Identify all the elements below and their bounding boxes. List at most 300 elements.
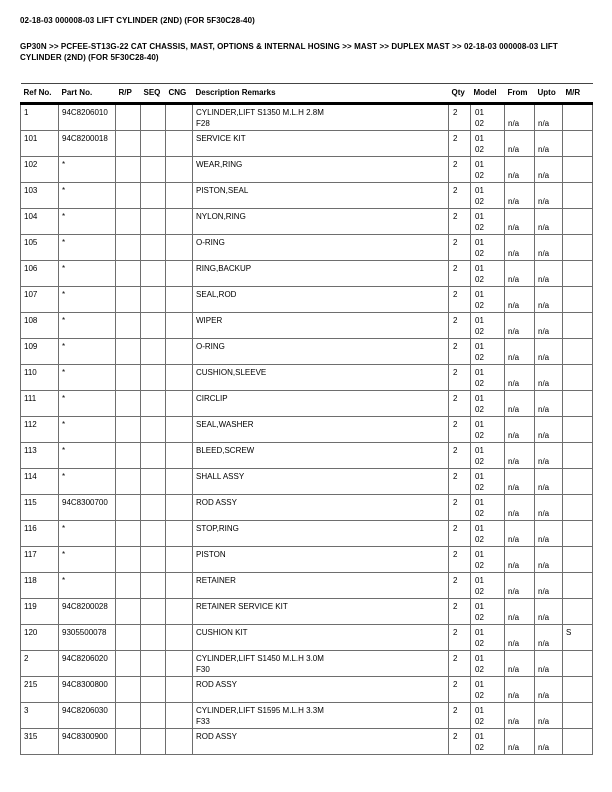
upto-value: n/a <box>538 561 550 571</box>
description-line1: O-RING <box>196 342 225 352</box>
mr-value <box>566 107 589 118</box>
cng-cell <box>166 443 193 469</box>
col-header-mr: M/R <box>563 84 593 104</box>
table-row <box>21 625 593 651</box>
description-line1: RING,BACKUP <box>196 264 252 274</box>
rp-cell <box>116 729 141 755</box>
mr-value <box>566 705 589 716</box>
description-line1: RETAINER SERVICE KIT <box>196 602 288 612</box>
from-value: n/a <box>508 717 520 727</box>
model-line1: 01 <box>475 238 484 248</box>
ref-no-value: 114 <box>24 472 37 482</box>
description-line1: NYLON,RING <box>196 212 246 222</box>
rp-cell <box>116 339 141 365</box>
cng-cell <box>166 417 193 443</box>
description-line2 <box>196 144 445 155</box>
from-value: n/a <box>508 197 520 207</box>
cng-cell <box>166 677 193 703</box>
seq-cell <box>141 651 166 677</box>
description-line1: CIRCLIP <box>196 394 228 404</box>
mr-value <box>566 185 589 196</box>
from-value: n/a <box>508 379 520 389</box>
ref-no-value: 315 <box>24 732 38 742</box>
seq-cell <box>141 469 166 495</box>
mr-value <box>566 237 589 248</box>
upto-value: n/a <box>538 587 550 597</box>
model-line1: 01 <box>475 316 484 326</box>
description-line2 <box>196 482 445 493</box>
from-value: n/a <box>508 119 520 129</box>
description-line2 <box>196 430 445 441</box>
description-line1: PISTON <box>196 550 226 560</box>
model-line1: 01 <box>475 524 484 534</box>
seq-cell <box>141 313 166 339</box>
mr-value <box>566 575 589 586</box>
part-no-value: 9305500078 <box>62 628 107 638</box>
ref-no-value: 108 <box>24 316 38 326</box>
description-line2 <box>196 404 445 415</box>
description-line2: F28 <box>196 119 210 129</box>
mr-value <box>566 211 589 222</box>
mr-value <box>566 523 589 534</box>
rp-cell <box>116 703 141 729</box>
col-header-model: Model <box>471 84 505 104</box>
rp-cell <box>116 183 141 209</box>
upto-value: n/a <box>538 717 550 727</box>
description-line1: SEAL,ROD <box>196 290 237 300</box>
model-line2: 02 <box>475 639 484 649</box>
cng-cell <box>166 625 193 651</box>
table-header-row <box>21 84 593 104</box>
model-line1: 01 <box>475 212 484 222</box>
description-line1: ROD ASSY <box>196 732 237 742</box>
rp-cell <box>116 573 141 599</box>
description-line2 <box>196 248 445 259</box>
from-value: n/a <box>508 535 520 545</box>
qty-value: 2 <box>453 238 458 248</box>
description-line1: WIPER <box>196 316 223 326</box>
upto-value: n/a <box>538 249 550 259</box>
description-line2 <box>196 638 445 649</box>
col-header-rp: R/P <box>116 84 141 104</box>
model-line2: 02 <box>475 275 484 285</box>
upto-value: n/a <box>538 327 550 337</box>
mr-value <box>566 315 589 326</box>
seq-cell <box>141 417 166 443</box>
from-value: n/a <box>508 223 520 233</box>
ref-no-value: 3 <box>24 706 29 716</box>
breadcrumb: GP30N >> PCFEE-ST13G-22 CAT CHASSIS, MAST, OPTIONS & INTERNAL HOSING >> MAST >> DUPLEX MAST >> 02-18-03 000008-03 LIFT CYLINDER (2ND) (FOR 5F30C28-40) <box>20 42 558 63</box>
seq-cell <box>141 677 166 703</box>
upto-value: n/a <box>538 405 550 415</box>
upto-value: n/a <box>538 431 550 441</box>
rp-cell <box>116 495 141 521</box>
from-value: n/a <box>508 431 520 441</box>
cng-cell <box>166 261 193 287</box>
qty-value: 2 <box>453 368 458 378</box>
model-line2: 02 <box>475 197 484 207</box>
mr-value <box>566 263 589 274</box>
upto-value: n/a <box>538 613 550 623</box>
qty-value: 2 <box>453 472 458 482</box>
col-header-description: Description Remarks <box>193 84 449 104</box>
part-no-value: * <box>62 368 66 378</box>
ref-no-value: 116 <box>24 524 37 534</box>
description-line2 <box>196 170 445 181</box>
cng-cell <box>166 287 193 313</box>
model-line2: 02 <box>475 457 484 467</box>
table-row <box>21 261 593 287</box>
model-line2: 02 <box>475 613 484 623</box>
mr-value <box>566 367 589 378</box>
description-line1: SHALL ASSY <box>196 472 245 482</box>
qty-value: 2 <box>453 576 458 586</box>
col-header-upto: Upto <box>535 84 563 104</box>
ref-no-value: 112 <box>24 420 37 430</box>
model-line1: 01 <box>475 290 484 300</box>
description-line1: CUSHION,SLEEVE <box>196 368 267 378</box>
upto-value: n/a <box>538 691 550 701</box>
rp-cell <box>116 391 141 417</box>
model-line2: 02 <box>475 327 484 337</box>
mr-value <box>566 419 589 430</box>
seq-cell <box>141 104 166 131</box>
ref-no-value: 1 <box>24 108 29 118</box>
model-line1: 01 <box>475 420 484 430</box>
model-line1: 01 <box>475 550 484 560</box>
table-row <box>21 235 593 261</box>
qty-value: 2 <box>453 186 458 196</box>
from-value: n/a <box>508 743 520 753</box>
upto-value: n/a <box>538 665 550 675</box>
ref-no-value: 111 <box>24 394 37 404</box>
upto-value: n/a <box>538 535 550 545</box>
table-row <box>21 443 593 469</box>
part-no-value: * <box>62 576 66 586</box>
model-line1: 01 <box>475 472 484 482</box>
model-line1: 01 <box>475 732 484 742</box>
from-value: n/a <box>508 561 520 571</box>
ref-no-value: 107 <box>24 290 38 300</box>
table-row <box>21 104 593 131</box>
model-line2: 02 <box>475 301 484 311</box>
part-no-value: 94C8206010 <box>62 108 108 118</box>
part-no-value: * <box>62 160 66 170</box>
description-line1: ROD ASSY <box>196 498 237 508</box>
rp-cell <box>116 104 141 131</box>
qty-value: 2 <box>453 524 458 534</box>
model-line1: 01 <box>475 628 484 638</box>
rp-cell <box>116 443 141 469</box>
from-value: n/a <box>508 145 520 155</box>
model-line2: 02 <box>475 223 484 233</box>
rp-cell <box>116 157 141 183</box>
ref-no-value: 101 <box>24 134 38 144</box>
qty-value: 2 <box>453 732 458 742</box>
qty-value: 2 <box>453 420 458 430</box>
rp-cell <box>116 625 141 651</box>
mr-value <box>566 653 589 664</box>
description-line1: WEAR,RING <box>196 160 243 170</box>
from-value: n/a <box>508 301 520 311</box>
description-line2 <box>196 378 445 389</box>
qty-value: 2 <box>453 394 458 404</box>
part-no-value: * <box>62 446 66 456</box>
seq-cell <box>141 365 166 391</box>
model-line2: 02 <box>475 509 484 519</box>
rp-cell <box>116 651 141 677</box>
rp-cell <box>116 365 141 391</box>
rp-cell <box>116 521 141 547</box>
rp-cell <box>116 417 141 443</box>
mr-value <box>566 679 589 690</box>
rp-cell <box>116 209 141 235</box>
description-line2: F30 <box>196 665 210 675</box>
part-no-value: * <box>62 342 66 352</box>
cng-cell <box>166 469 193 495</box>
description-line2 <box>196 352 445 363</box>
from-value: n/a <box>508 275 520 285</box>
model-line1: 01 <box>475 680 484 690</box>
qty-value: 2 <box>453 264 458 274</box>
seq-cell <box>141 703 166 729</box>
from-value: n/a <box>508 171 520 181</box>
model-line2: 02 <box>475 691 484 701</box>
ref-no-value: 102 <box>24 160 38 170</box>
model-line2: 02 <box>475 665 484 675</box>
ref-no-value: 104 <box>24 212 38 222</box>
from-value: n/a <box>508 327 520 337</box>
seq-cell <box>141 261 166 287</box>
ref-no-value: 105 <box>24 238 38 248</box>
seq-cell <box>141 625 166 651</box>
upto-value: n/a <box>538 197 550 207</box>
part-no-value: 94C8200018 <box>62 134 108 144</box>
rp-cell <box>116 261 141 287</box>
cng-cell <box>166 703 193 729</box>
qty-value: 2 <box>453 602 458 612</box>
qty-value: 2 <box>453 446 458 456</box>
model-line1: 01 <box>475 368 484 378</box>
part-no-value: 94C8200028 <box>62 602 108 612</box>
part-no-value: 94C8300900 <box>62 732 108 742</box>
model-line1: 01 <box>475 134 484 144</box>
description-line2: F33 <box>196 717 210 727</box>
col-header-from: From <box>505 84 535 104</box>
part-no-value: * <box>62 212 66 222</box>
part-no-value: * <box>62 420 66 430</box>
rp-cell <box>116 287 141 313</box>
mr-value <box>566 289 589 300</box>
table-row <box>21 677 593 703</box>
description-line2 <box>196 300 445 311</box>
model-line2: 02 <box>475 561 484 571</box>
col-header-seq: SEQ <box>141 84 166 104</box>
col-header-cng: CNG <box>166 84 193 104</box>
qty-value: 2 <box>453 212 458 222</box>
table-row <box>21 391 593 417</box>
cng-cell <box>166 729 193 755</box>
seq-cell <box>141 209 166 235</box>
model-line1: 01 <box>475 342 484 352</box>
upto-value: n/a <box>538 223 550 233</box>
upto-value: n/a <box>538 353 550 363</box>
ref-no-value: 115 <box>24 498 37 508</box>
upto-value: n/a <box>538 145 550 155</box>
description-line1: SERVICE KIT <box>196 134 246 144</box>
description-line1: SEAL,WASHER <box>196 420 254 430</box>
mr-value <box>566 497 589 508</box>
cng-cell <box>166 495 193 521</box>
page-title: 02-18-03 000008-03 LIFT CYLINDER (2ND) (FOR 5F30C28-40) <box>20 16 255 25</box>
cng-cell <box>166 339 193 365</box>
seq-cell <box>141 729 166 755</box>
seq-cell <box>141 391 166 417</box>
mr-value <box>566 549 589 560</box>
description-line1: CYLINDER,LIFT S1350 M.L.H 2.8M <box>196 108 324 118</box>
seq-cell <box>141 287 166 313</box>
cng-cell <box>166 209 193 235</box>
qty-value: 2 <box>453 628 458 638</box>
description-line1: RETAINER <box>196 576 236 586</box>
model-line1: 01 <box>475 576 484 586</box>
seq-cell <box>141 131 166 157</box>
from-value: n/a <box>508 691 520 701</box>
rp-cell <box>116 313 141 339</box>
table-row <box>21 183 593 209</box>
cng-cell <box>166 131 193 157</box>
model-line2: 02 <box>475 535 484 545</box>
upto-value: n/a <box>538 483 550 493</box>
table-row <box>21 703 593 729</box>
model-line2: 02 <box>475 717 484 727</box>
description-line2 <box>196 742 445 753</box>
table-row <box>21 131 593 157</box>
mr-value <box>566 731 589 742</box>
description-line1: CYLINDER,LIFT S1450 M.L.H 3.0M <box>196 654 324 664</box>
model-line2: 02 <box>475 145 484 155</box>
ref-no-value: 118 <box>24 576 37 586</box>
model-line1: 01 <box>475 108 484 118</box>
part-no-value: 94C8300800 <box>62 680 108 690</box>
description-line2 <box>196 222 445 233</box>
rp-cell <box>116 599 141 625</box>
table-row <box>21 313 593 339</box>
table-row <box>21 651 593 677</box>
rp-cell <box>116 131 141 157</box>
mr-value <box>566 159 589 170</box>
part-no-value: * <box>62 472 66 482</box>
mr-value: S <box>566 628 572 638</box>
model-line2: 02 <box>475 431 484 441</box>
model-line1: 01 <box>475 160 484 170</box>
part-no-value: * <box>62 394 66 404</box>
cng-cell <box>166 313 193 339</box>
ref-no-value: 103 <box>24 186 38 196</box>
qty-value: 2 <box>453 550 458 560</box>
model-line1: 01 <box>475 654 484 664</box>
model-line1: 01 <box>475 446 484 456</box>
seq-cell <box>141 235 166 261</box>
description-line1: STOP,RING <box>196 524 239 534</box>
ref-no-value: 120 <box>24 628 38 638</box>
col-header-qty: Qty <box>449 84 471 104</box>
upto-value: n/a <box>538 119 550 129</box>
part-no-value: * <box>62 290 66 300</box>
cng-cell <box>166 391 193 417</box>
from-value: n/a <box>508 483 520 493</box>
qty-value: 2 <box>453 342 458 352</box>
upto-value: n/a <box>538 379 550 389</box>
model-line2: 02 <box>475 743 484 753</box>
part-no-value: * <box>62 238 66 248</box>
qty-value: 2 <box>453 654 458 664</box>
description-line2 <box>196 534 445 545</box>
rp-cell <box>116 235 141 261</box>
description-line2 <box>196 560 445 571</box>
upto-value: n/a <box>538 639 550 649</box>
table-row <box>21 365 593 391</box>
upto-value: n/a <box>538 457 550 467</box>
part-no-value: * <box>62 264 66 274</box>
seq-cell <box>141 443 166 469</box>
model-line1: 01 <box>475 498 484 508</box>
model-line2: 02 <box>475 171 484 181</box>
description-line1: O-RING <box>196 238 225 248</box>
table-row <box>21 729 593 755</box>
model-line1: 01 <box>475 186 484 196</box>
cng-cell <box>166 521 193 547</box>
mr-value <box>566 393 589 404</box>
mr-value <box>566 471 589 482</box>
mr-value <box>566 445 589 456</box>
qty-value: 2 <box>453 160 458 170</box>
seq-cell <box>141 521 166 547</box>
model-line2: 02 <box>475 483 484 493</box>
description-line2 <box>196 326 445 337</box>
table-row <box>21 209 593 235</box>
table-row <box>21 521 593 547</box>
description-line2 <box>196 508 445 519</box>
table-row <box>21 287 593 313</box>
rp-cell <box>116 677 141 703</box>
qty-value: 2 <box>453 680 458 690</box>
seq-cell <box>141 183 166 209</box>
description-line2 <box>196 586 445 597</box>
mr-value <box>566 601 589 612</box>
cng-cell <box>166 573 193 599</box>
table-row <box>21 599 593 625</box>
seq-cell <box>141 547 166 573</box>
part-no-value: * <box>62 316 66 326</box>
seq-cell <box>141 573 166 599</box>
description-line2 <box>196 274 445 285</box>
cng-cell <box>166 183 193 209</box>
ref-no-value: 109 <box>24 342 38 352</box>
table-row <box>21 495 593 521</box>
col-header-ref-no: Ref No. <box>21 84 59 104</box>
table-row <box>21 339 593 365</box>
upto-value: n/a <box>538 509 550 519</box>
qty-value: 2 <box>453 316 458 326</box>
upto-value: n/a <box>538 275 550 285</box>
table-row <box>21 573 593 599</box>
part-no-value: * <box>62 524 66 534</box>
seq-cell <box>141 157 166 183</box>
col-header-part-no: Part No. <box>59 84 116 104</box>
part-no-value: * <box>62 186 66 196</box>
cng-cell <box>166 235 193 261</box>
